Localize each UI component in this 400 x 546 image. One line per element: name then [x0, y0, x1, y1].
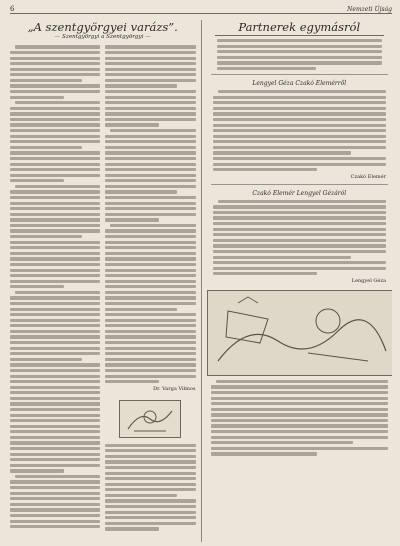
- left-article-title: „A szentgyörgyei varázs”.: [27, 20, 178, 34]
- section-1-text: [207, 90, 393, 171]
- intro-text: [207, 39, 393, 70]
- section-2-signature: Lengyel Géza: [351, 277, 386, 284]
- paper-name: Nemzeti Újság: [347, 6, 392, 13]
- page-number: 6: [10, 5, 15, 13]
- left-article-signature: Dr. Varga Vilmos: [153, 385, 196, 392]
- section-heading-2: Czakó Elemér Lengyel Gézáról: [252, 189, 347, 197]
- column-divider: [201, 20, 202, 542]
- left-text-column-2: [105, 43, 195, 533]
- left-article: [10, 18, 196, 542]
- left-article-body: [10, 43, 196, 533]
- left-article-subtitle: — Szentgyörgyi a Szentgyörgyi —: [54, 34, 151, 40]
- right-article: [207, 18, 393, 542]
- section-2-text: [207, 200, 393, 276]
- section-heading-1: Lengyel Géza Czakó Elemérről: [252, 80, 347, 88]
- right-article-title: Partnerek egymásról: [238, 20, 361, 34]
- framed-illustration: [119, 400, 181, 438]
- section-1-signature: Czakó Elemér: [350, 173, 386, 180]
- illustration-caption: [207, 380, 393, 456]
- page-header: [10, 4, 392, 14]
- left-text-column-1: [10, 43, 100, 533]
- illustration-drawing: [207, 290, 393, 376]
